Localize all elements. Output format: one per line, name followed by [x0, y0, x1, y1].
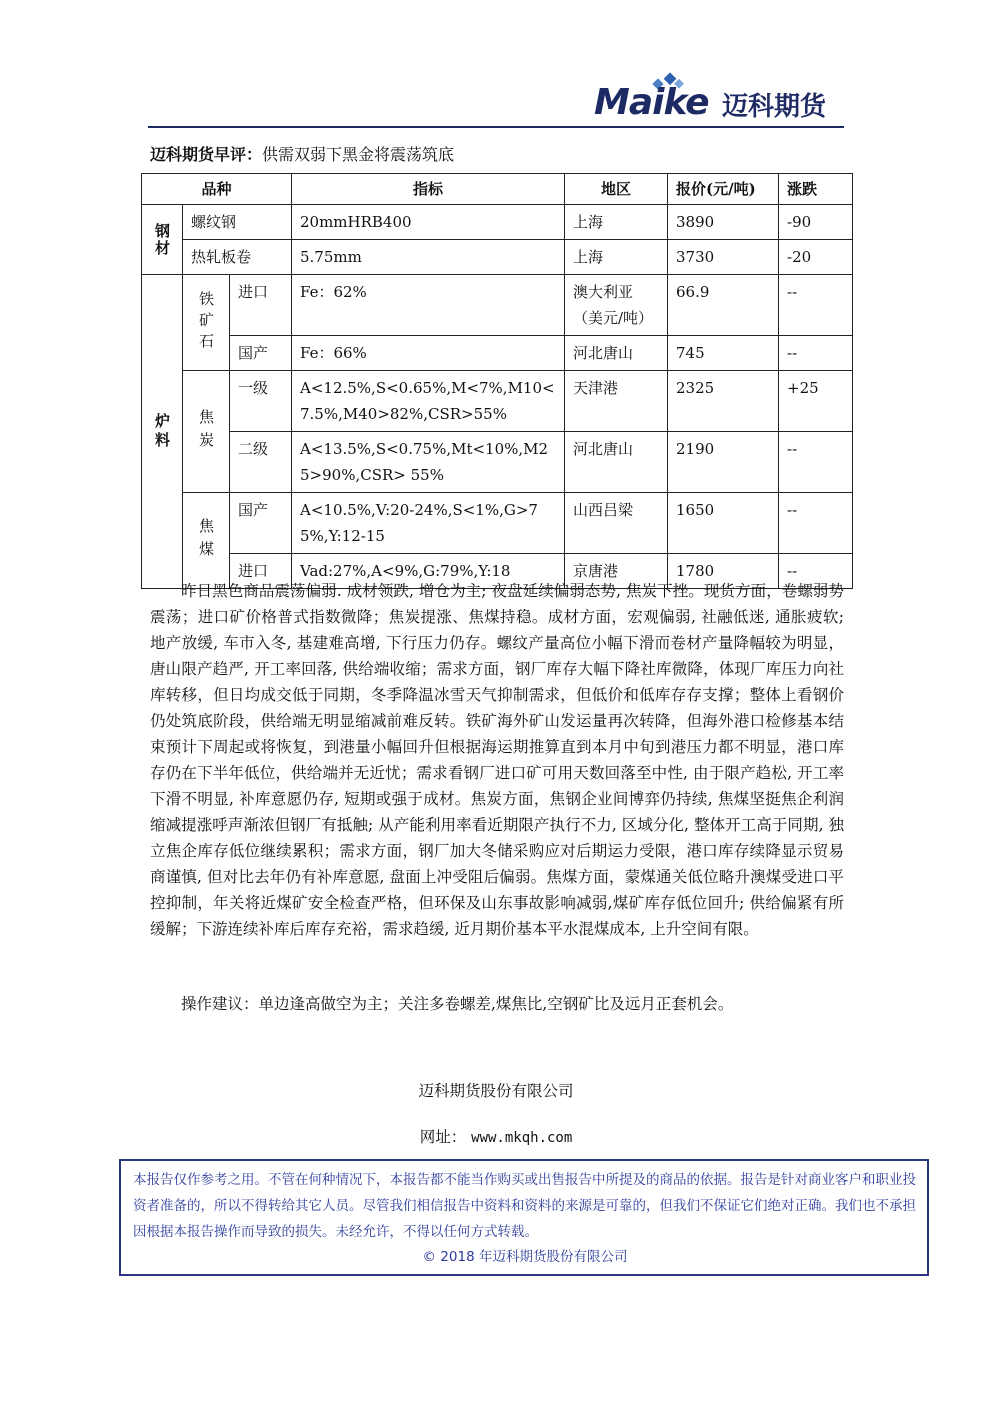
row-change: -20 — [779, 240, 853, 275]
row-name: 进口 — [230, 275, 292, 336]
row-price: 66.9 — [668, 275, 779, 336]
website-label: 网址： — [419, 1128, 467, 1146]
table-row — [142, 493, 853, 554]
row-change: -- — [779, 554, 853, 589]
disclaimer-box — [119, 1159, 929, 1276]
row-region: 上海 — [565, 205, 668, 240]
row-region: 河北唐山 — [565, 336, 668, 371]
logo-brand-latin: Maike — [594, 82, 709, 123]
header-divider — [148, 126, 844, 128]
subcategory-coke: 焦炭 — [183, 371, 230, 493]
row-price: 2190 — [668, 432, 779, 493]
row-spec: 20mmHRB400 — [292, 205, 565, 240]
row-name: 国产 — [230, 336, 292, 371]
price-table — [141, 173, 853, 589]
row-change: -90 — [779, 205, 853, 240]
trading-advice: 操作建议：单边逢高做空为主；关注多卷螺差,煤焦比,空钢矿比及远月正套机会。 — [181, 995, 734, 1013]
header-region: 地区 — [565, 174, 668, 205]
table-row — [142, 275, 853, 336]
row-price: 1780 — [668, 554, 779, 589]
row-price: 2325 — [668, 371, 779, 432]
row-price: 3890 — [668, 205, 779, 240]
row-region: 澳大利亚（美元/吨） — [565, 275, 668, 336]
row-spec: A<10.5%,V:20-24%,S<1%,G>75%,Y:12-15 — [292, 493, 565, 554]
table-row — [142, 336, 853, 371]
report-title-label: 迈科期货早评： — [150, 145, 263, 164]
row-spec: 5.75mm — [292, 240, 565, 275]
row-region: 上海 — [565, 240, 668, 275]
row-change: -- — [779, 493, 853, 554]
category-furnace: 炉料 — [142, 275, 183, 589]
company-name: 迈科期货股份有限公司 — [418, 1082, 574, 1100]
row-change: -- — [779, 432, 853, 493]
report-title — [150, 142, 454, 165]
row-name: 螺纹钢 — [183, 205, 292, 240]
subcategory-iron-ore: 铁矿石 — [183, 275, 230, 371]
row-change: -- — [779, 336, 853, 371]
maike-logo — [590, 78, 846, 126]
header-price: 报价(元/吨) — [668, 174, 779, 205]
row-name: 热轧板卷 — [183, 240, 292, 275]
row-price: 3730 — [668, 240, 779, 275]
copyright: © 2018 年迈科期货股份有限公司 — [422, 1249, 628, 1265]
row-spec: A<12.5%,S<0.65%,M<7%,M10<7.5%,M40>82%,CSR>55% — [292, 371, 565, 432]
table-row — [142, 432, 853, 493]
report-title-text: 供需双弱下黑金将震荡筑底 — [262, 145, 455, 164]
subcategory-coking-coal: 焦煤 — [183, 493, 230, 589]
row-region: 京唐港 — [565, 554, 668, 589]
row-spec: Vad:27%,A<9%,G:79%,Y:18 — [292, 554, 565, 589]
website-link[interactable]: www.mkqh.com — [471, 1130, 573, 1146]
website-line — [0, 1125, 992, 1147]
category-steel: 钢材 — [142, 205, 183, 275]
row-region: 天津港 — [565, 371, 668, 432]
row-price: 745 — [668, 336, 779, 371]
table-row — [142, 371, 853, 432]
row-change: -- — [779, 275, 853, 336]
row-name: 国产 — [230, 493, 292, 554]
row-change: +25 — [779, 371, 853, 432]
header-change: 涨跌 — [779, 174, 853, 205]
disclaimer-text: 本报告仅作参考之用。不管在何种情况下，本报告都不能当作购买或出售报告中所提及的商品的依据。报告是针对商业客户和职业投资者准备的，所以不得转给其它人员。尽管我们相信报告中资料和资料的来源是可靠的，但我们不保证它们绝对正确。我们也不承担因根据本报告操作而导致的损失。未经允许，不得以任何方式转载。 — [133, 1172, 916, 1240]
row-spec: Fe：62% — [292, 275, 565, 336]
header-variety: 品种 — [142, 174, 292, 205]
header-spec: 指标 — [292, 174, 565, 205]
market-commentary: 昨日黑色商品震荡偏弱. 成材领跌, 增仓为主; 夜盘延续偏弱态势, 焦炭下挫。现货方面，卷螺弱势震荡；进口矿价格普式指数微降；焦炭提涨、焦煤持稳。成材方面，宏观偏弱, 社融低迷, 通胀疲软; 地产放缓, 车市入冬, 基建难高增, 下行压力仍存。螺纹产量高位小幅下滑而卷材产量降幅较为明显，唐山限产趋严, 开工率回落, 供给端收缩；需求方面，钢厂库存大幅下降社库微降，体现厂库压力向社库转移，但日均成交低于同期，冬季降温冰雪天气抑制需求，但低价和低库存存支撑；整体上看钢价仍处筑底阶段，供给端无明显缩减前难反转。铁矿海外矿山发运量再次转降，但海外港口检修基本结束预计下周起或将恢复，到港量小幅回升但根据海运期推算直到本月中旬到港压力都不明显，港口库存仍在下半年低位，供给端并无近忧；需求看钢厂进口矿可用天数回落至中性, 由于限产趋松, 开工率下滑不明显, 补库意愿仍存, 短期或强于成材。焦炭方面，焦钢企业间博弈仍持续, 焦煤坚挺焦企利润缩减提涨呼声渐浓但钢厂有抵触; 从产能利用率看近期限产执行不力, 区域分化, 整体开工高于同期, 独立焦企库存低位继续累积；需求方面，钢厂加大冬储采购应对后期运力受限，港口库存续降显示贸易商谨慎, 但对比去年仍有补库意愿, 盘面上冲受阻后偏弱。焦煤方面，蒙煤通关低位略升澳煤受进口平控抑制，年关将近煤矿安全检查严格，但环保及山东事故影响减弱,煤矿库存低位回升; 供给偏紧有所缓解；下游连续补库后库存充裕，需求趋缓, 近月期价基本平水混煤成本, 上升空间有限。 — [150, 582, 844, 938]
row-price: 1650 — [668, 493, 779, 554]
table-header-row — [142, 174, 853, 205]
row-region: 山西吕梁 — [565, 493, 668, 554]
row-region: 河北唐山 — [565, 432, 668, 493]
table-row — [142, 240, 853, 275]
row-name: 一级 — [230, 371, 292, 432]
logo-brand-cn: 迈科期货 — [722, 92, 827, 122]
row-spec: A<13.5%,S<0.75%,Mt<10%,M25>90%,CSR> 55% — [292, 432, 565, 493]
row-spec: Fe：66% — [292, 336, 565, 371]
row-name: 进口 — [230, 554, 292, 589]
table-row — [142, 205, 853, 240]
row-name: 二级 — [230, 432, 292, 493]
